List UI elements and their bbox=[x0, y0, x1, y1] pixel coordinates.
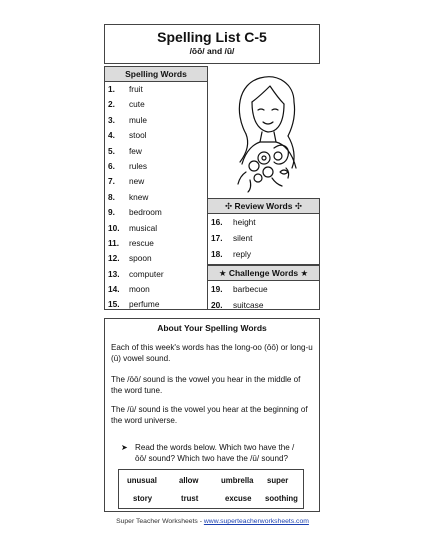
grid-word: allow bbox=[179, 476, 199, 485]
spelling-word: computer bbox=[129, 268, 164, 279]
word-number: 8. bbox=[108, 191, 115, 202]
grid-word: trust bbox=[181, 494, 199, 503]
spelling-word: few bbox=[129, 145, 142, 156]
spelling-word: silent bbox=[233, 233, 253, 244]
word-row bbox=[208, 214, 319, 230]
grid-word: unusual bbox=[127, 476, 157, 485]
spelling-word: rescue bbox=[129, 237, 154, 248]
word-number: 10. bbox=[108, 222, 120, 233]
spelling-word: stool bbox=[129, 130, 147, 141]
word-number: 16. bbox=[211, 217, 223, 227]
word-number: 11. bbox=[108, 237, 120, 248]
word-number: 4. bbox=[108, 130, 115, 141]
word-number: 14. bbox=[108, 284, 120, 295]
word-row bbox=[105, 144, 207, 159]
spelling-word: rules bbox=[129, 160, 147, 171]
word-row bbox=[105, 297, 207, 312]
challenge-words-box bbox=[207, 265, 320, 310]
word-number: 13. bbox=[108, 268, 120, 279]
word-number: 2. bbox=[108, 99, 115, 110]
girl-smelling-flowers-illustration bbox=[216, 72, 316, 194]
word-row bbox=[105, 190, 207, 205]
footer-text: Super Teacher Worksheets - bbox=[116, 518, 204, 525]
spelling-word: mule bbox=[129, 114, 147, 125]
word-row bbox=[105, 113, 207, 128]
challenge-words-list bbox=[208, 281, 319, 313]
arrow-icon: ➤ bbox=[121, 443, 128, 452]
grid-word: story bbox=[133, 494, 153, 503]
spelling-word: perfume bbox=[129, 299, 160, 310]
spelling-word: reply bbox=[233, 249, 251, 260]
word-row bbox=[208, 297, 319, 313]
footer bbox=[0, 518, 425, 525]
word-row bbox=[105, 205, 207, 220]
grid-word: super bbox=[267, 476, 289, 485]
spelling-word: moon bbox=[129, 284, 150, 295]
word-row bbox=[105, 236, 207, 251]
word-number: 17. bbox=[211, 233, 223, 244]
word-number: 1. bbox=[108, 84, 115, 94]
page-subtitle: /ōō/ and /ū/ bbox=[189, 46, 235, 56]
page-title: Spelling List C-5 bbox=[157, 29, 267, 45]
word-row bbox=[105, 251, 207, 266]
spelling-word: suitcase bbox=[233, 300, 264, 311]
about-paragraph-3: The /ū/ sound is the vowel you hear at the beginning of the word universe. bbox=[111, 405, 308, 425]
word-number: 5. bbox=[108, 145, 115, 156]
word-choice-grid bbox=[118, 469, 304, 509]
word-row bbox=[105, 174, 207, 189]
word-row bbox=[208, 230, 319, 246]
word-row bbox=[105, 159, 207, 174]
word-number: 6. bbox=[108, 160, 115, 171]
spelling-word: spoon bbox=[129, 253, 152, 264]
about-box bbox=[104, 318, 320, 512]
spelling-words-list bbox=[105, 82, 207, 313]
word-number: 3. bbox=[108, 114, 115, 125]
about-header: About Your Spelling Words bbox=[157, 323, 267, 333]
word-number: 18. bbox=[211, 249, 223, 260]
spelling-words-box bbox=[104, 66, 208, 310]
word-number: 7. bbox=[108, 176, 115, 187]
spelling-word: bedroom bbox=[129, 207, 162, 218]
word-row bbox=[105, 128, 207, 143]
review-words-box bbox=[207, 198, 320, 265]
spelling-word: new bbox=[129, 176, 145, 187]
grid-word: excuse bbox=[225, 494, 252, 503]
word-row bbox=[105, 282, 207, 297]
word-number: 12. bbox=[108, 253, 120, 264]
word-row bbox=[208, 281, 319, 297]
word-number: 15. bbox=[108, 299, 120, 310]
review-words-header: ✣ Review Words ✣ bbox=[208, 199, 319, 214]
question-text: Read the words below. Which two have the /ōō/ sound? Which two have the /ū/ sound? bbox=[135, 443, 295, 463]
review-words-list bbox=[208, 214, 319, 263]
word-number: 9. bbox=[108, 207, 115, 218]
word-row bbox=[208, 246, 319, 262]
spelling-word: barbecue bbox=[233, 284, 268, 294]
spelling-word: knew bbox=[129, 191, 149, 202]
word-number: 20. bbox=[211, 300, 223, 311]
grid-word: umbrella bbox=[221, 476, 254, 485]
word-row bbox=[105, 82, 207, 97]
word-row bbox=[105, 221, 207, 236]
about-paragraph-1: Each of this week's words has the long-oo (ōō) or long-u (ū) vowel sound. bbox=[111, 343, 313, 363]
title-box bbox=[104, 24, 320, 64]
grid-word: soothing bbox=[265, 494, 298, 503]
spelling-words-header: Spelling Words bbox=[105, 67, 207, 82]
word-number: 19. bbox=[211, 284, 223, 294]
footer-link[interactable]: www.superteacherworksheets.com bbox=[203, 518, 309, 525]
spelling-word: cute bbox=[129, 99, 145, 110]
spelling-word: height bbox=[233, 217, 256, 227]
challenge-words-header: ★ Challenge Words ★ bbox=[208, 266, 319, 281]
word-row bbox=[105, 267, 207, 282]
about-paragraph-2: The /ōō/ sound is the vowel you hear in the middle of the word tune. bbox=[111, 375, 301, 395]
spelling-word: musical bbox=[129, 222, 158, 233]
word-row bbox=[105, 97, 207, 112]
spelling-word: fruit bbox=[129, 84, 143, 94]
